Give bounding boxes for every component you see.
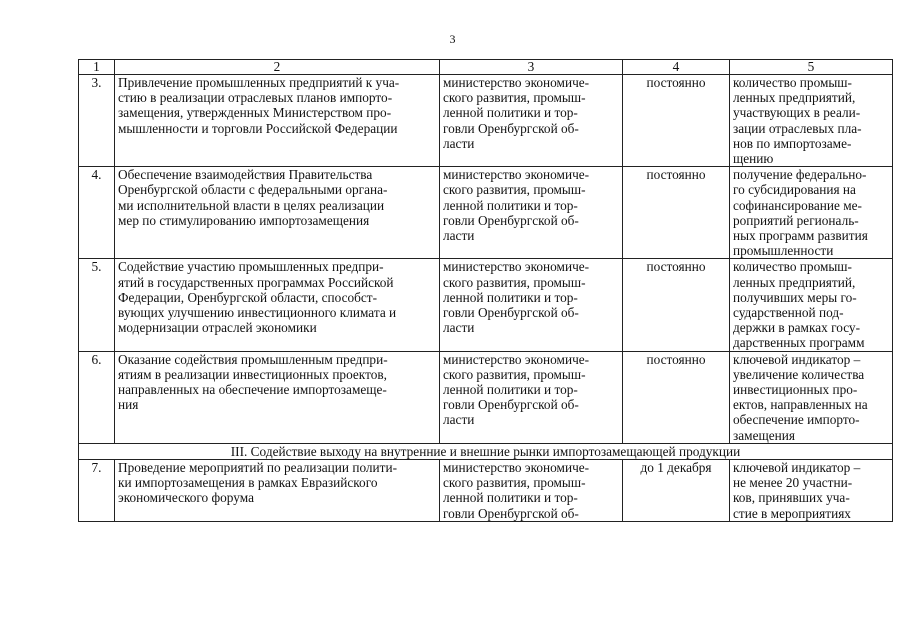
page-number: 3: [449, 32, 456, 46]
result-cell: ключевой индикатор – увеличение количества инвестиционных про- ектов, направленных на обеспечение импорто- замещения: [730, 351, 893, 443]
row-number: 7.: [79, 460, 115, 522]
section-heading: III. Содействие выходу на внутренние и внешние рынки импортозамещающей продукции: [79, 443, 893, 459]
table-row: [79, 460, 893, 522]
measures-table: [78, 59, 893, 522]
measure-cell: Привлечение промышленных предприятий к уча- стию в реализации отраслевых планов импорто- замещения, утвержденных Министерством про- мышленности и торговли Российской Федерации: [115, 75, 440, 167]
term-cell: постоянно: [623, 351, 730, 443]
column-header-1: 1: [79, 60, 115, 75]
row-number: 6.: [79, 351, 115, 443]
row-number: 3.: [79, 75, 115, 167]
measure-cell: Обеспечение взаимодействия Правительства Оренбургской области с федеральными органа- ми исполнительной власти в целях реализации мер по стимулированию импортозамещения: [115, 167, 440, 259]
term-cell: постоянно: [623, 75, 730, 167]
result-cell: количество промыш- ленных предприятий, участвующих в реали- зации отраслевых пла- нов по импортозаме- щению: [730, 75, 893, 167]
term-cell: до 1 декабря: [623, 460, 730, 522]
row-number: 5.: [79, 259, 115, 351]
result-cell: получение федерально- го субсидирования на софинансирование ме- роприятий региональ- ных программ развития промышленности: [730, 167, 893, 259]
column-header-4: 4: [623, 60, 730, 75]
measure-cell: Оказание содействия промышленным предпри- ятиям в реализации инвестиционных проектов, направленных на обеспечение импортозамеще- ния: [115, 351, 440, 443]
responsible-cell: министерство экономиче- ского развития, промыш- ленной политики и тор- говли Оренбургской об- ласти: [440, 259, 623, 351]
column-header-3: 3: [440, 60, 623, 75]
measure-cell: Содействие участию промышленных предпри- ятий в государственных программах Российской Федерации, Оренбургской области, способст- вующих улучшению инвестиционного климата и модернизации отраслей экономики: [115, 259, 440, 351]
term-cell: постоянно: [623, 259, 730, 351]
table-row: [79, 75, 893, 167]
section-heading-row: [79, 443, 893, 459]
column-header-2: 2: [115, 60, 440, 75]
table-header-row: [79, 60, 893, 75]
term-cell: постоянно: [623, 167, 730, 259]
measure-cell: Проведение мероприятий по реализации полити- ки импортозамещения в рамках Евразийского экономического форума: [115, 460, 440, 522]
result-cell: ключевой индикатор – не менее 20 участни- ков, принявших уча- стие в мероприятиях: [730, 460, 893, 522]
table-row: [79, 259, 893, 351]
table-row: [79, 351, 893, 443]
responsible-cell: министерство экономиче- ского развития, промыш- ленной политики и тор- говли Оренбургской об- ласти: [440, 75, 623, 167]
responsible-cell: министерство экономиче- ского развития, промыш- ленной политики и тор- говли Оренбургской об- ласти: [440, 167, 623, 259]
result-cell: количество промыш- ленных предприятий, получивших меры го- сударственной под- держки в рамках госу- дарственных программ: [730, 259, 893, 351]
column-header-5: 5: [730, 60, 893, 75]
table-row: [79, 167, 893, 259]
responsible-cell: министерство экономиче- ского развития, промыш- ленной политики и тор- говли Оренбургской об-: [440, 460, 623, 522]
responsible-cell: министерство экономиче- ского развития, промыш- ленной политики и тор- говли Оренбургской об- ласти: [440, 351, 623, 443]
row-number: 4.: [79, 167, 115, 259]
